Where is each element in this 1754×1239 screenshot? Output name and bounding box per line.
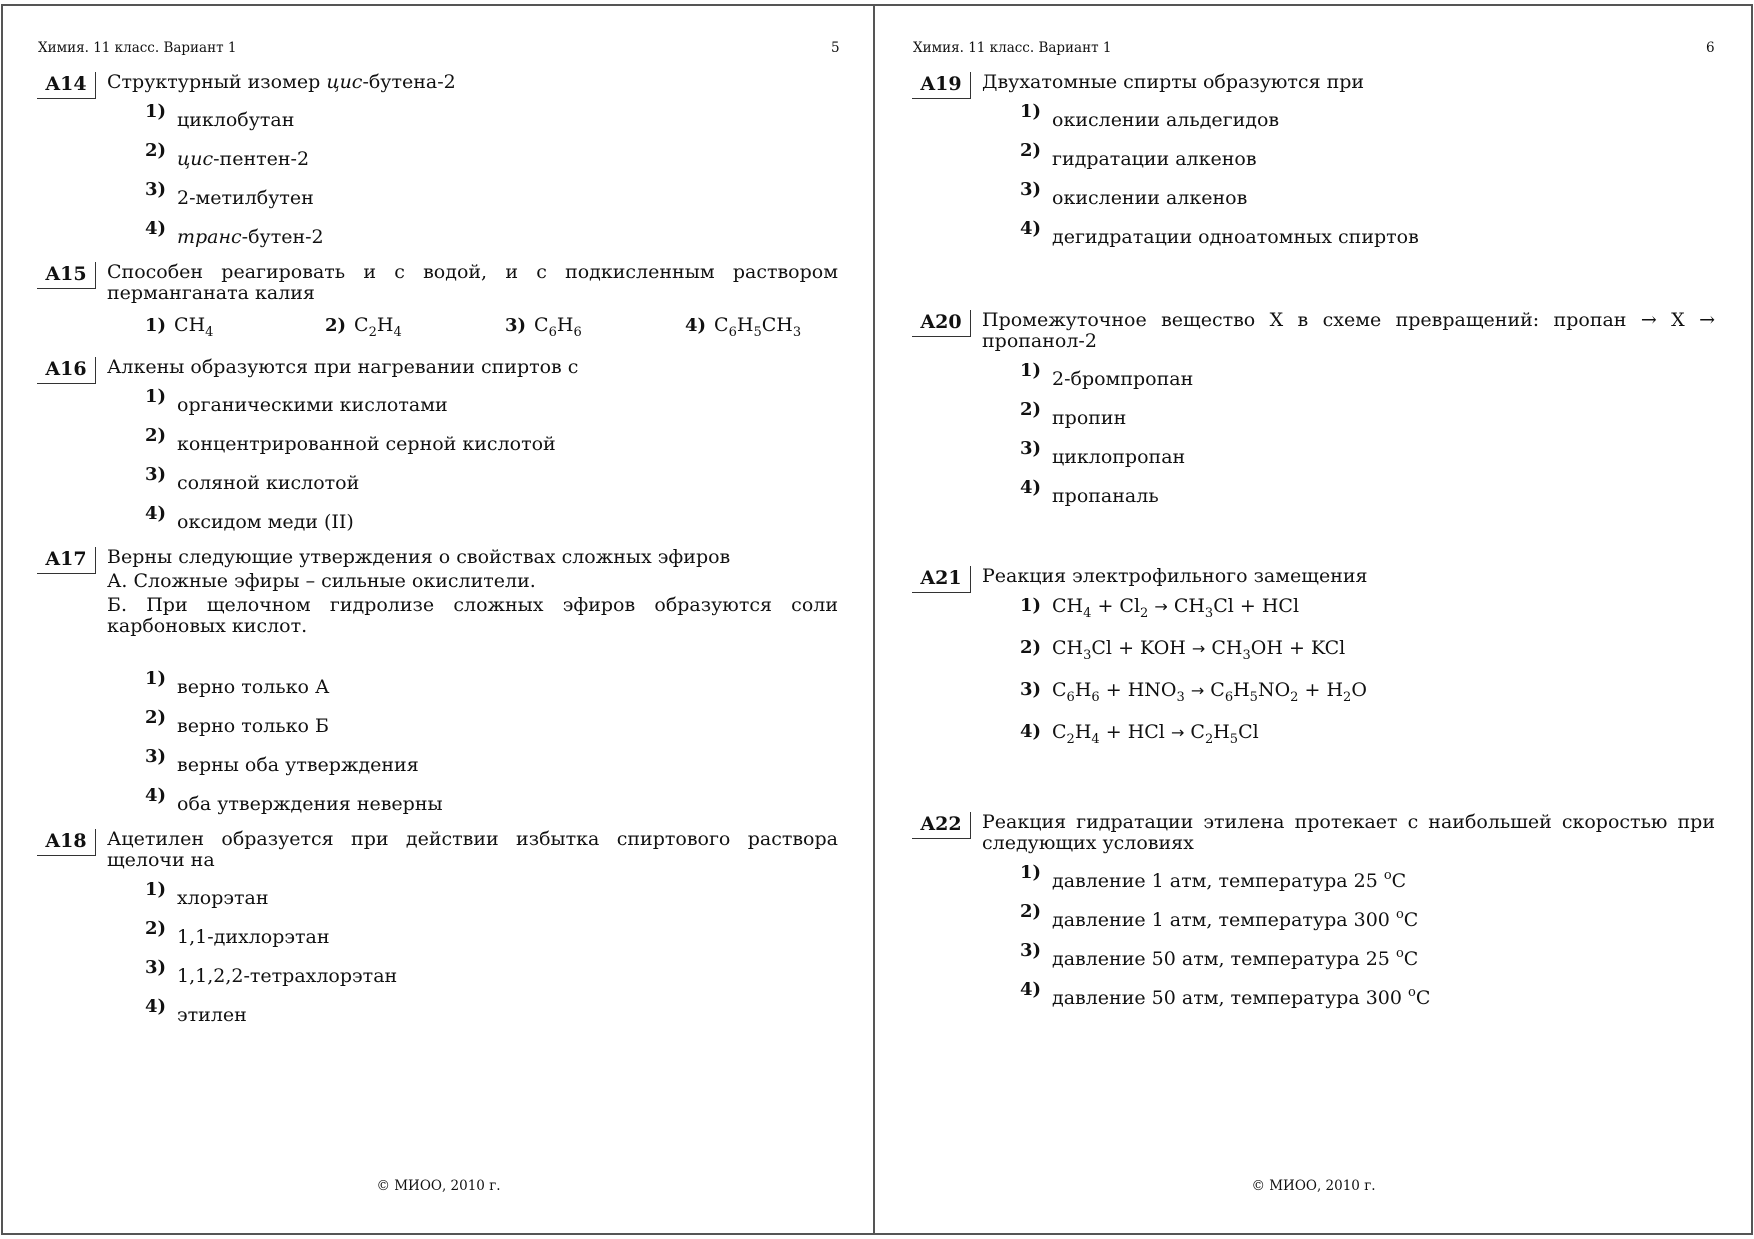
answer-options bbox=[145, 875, 838, 1031]
running-header: Химия. 11 класс. Вариант 1 bbox=[913, 40, 1112, 56]
question-label: A14 bbox=[37, 72, 96, 99]
question-label: A20 bbox=[912, 310, 971, 337]
answer-option[interactable]: 4) $C_6H_5CH_3$ bbox=[685, 314, 802, 340]
answer-option[interactable]: 1) хлорэтан bbox=[145, 879, 269, 909]
question-label: A16 bbox=[37, 357, 96, 384]
page-number: 5 bbox=[831, 40, 840, 56]
question-text: Ацетилен образуется при действии избытка спиртового раствора щелочи на bbox=[107, 828, 838, 871]
answer-option[interactable]: 1) циклобутан bbox=[145, 101, 295, 131]
question-a16 bbox=[37, 357, 838, 538]
page-number: 6 bbox=[1706, 40, 1715, 56]
question-label: A17 bbox=[37, 547, 96, 574]
answer-option[interactable]: 4) давление 50 атм, температура 300 $^o$C bbox=[1020, 979, 1431, 1009]
answer-option[interactable]: 1) давление 1 атм, температура 25 $^o$C bbox=[1020, 862, 1407, 892]
answer-option[interactable]: 2) концентрированной серной кислотой bbox=[145, 425, 556, 455]
answer-option[interactable]: 2) верно только Б bbox=[145, 707, 329, 737]
footer: © МИОО, 2010 г. bbox=[1251, 1178, 1376, 1194]
answer-option[interactable]: 4) $C_2H_4$ + HCl → $C_2H_5Cl$ bbox=[1020, 721, 1259, 747]
answer-option[interactable]: 2) 1,1-дихлорэтан bbox=[145, 918, 330, 948]
question-a19 bbox=[912, 72, 1715, 253]
answer-option[interactable]: 4) этилен bbox=[145, 996, 247, 1026]
question-a15 bbox=[37, 262, 838, 340]
answer-option[interactable]: 3) 1,1,2,2-тетрахлорэтан bbox=[145, 957, 398, 987]
answer-option[interactable]: 2) давление 1 атм, температура 300 $^o$C bbox=[1020, 901, 1419, 931]
answer-option[interactable]: 1) окислении альдегидов bbox=[1020, 101, 1280, 131]
answer-option[interactable]: 2) $C_2H_4$ bbox=[325, 314, 402, 340]
answer-options bbox=[145, 382, 838, 538]
answer-option[interactable]: 2) $CH_3Cl$ + KOH → $CH_3OH$ + KCl bbox=[1020, 637, 1346, 663]
answer-option[interactable]: 4) дегидратации одноатомных спиртов bbox=[1020, 218, 1419, 248]
answer-option[interactable]: 4) оба утверждения неверны bbox=[145, 785, 443, 815]
question-label: A21 bbox=[912, 566, 971, 593]
answer-option[interactable]: 2) пропин bbox=[1020, 399, 1127, 429]
question-a20 bbox=[912, 310, 1715, 512]
question-text: Способен реагировать и с водой, и с подкисленным раствором перманганата калия bbox=[107, 261, 838, 304]
answer-options bbox=[145, 310, 838, 340]
answer-options bbox=[145, 664, 838, 820]
answer-option[interactable]: 1) верно только А bbox=[145, 668, 330, 698]
answer-option[interactable]: 4) транс-бутен-2 bbox=[145, 218, 324, 248]
answer-option[interactable]: 1) $CH_4 + Cl_2 \to CH_3Cl$ + HCl bbox=[1020, 595, 1300, 621]
answer-option[interactable]: 3) верны оба утверждения bbox=[145, 746, 419, 776]
question-label: A18 bbox=[37, 829, 96, 856]
question-label: A15 bbox=[37, 262, 96, 289]
page-5 bbox=[2, 6, 875, 1233]
question-text: Верны следующие утверждения о свойствах сложных эфиров А. Сложные эфиры – сильные окислители. Б. При щелочном гидролизе сложных эфиров образуются соли карбоновых кислот. bbox=[107, 546, 838, 637]
answer-option[interactable]: 2) цис-пентен-2 bbox=[145, 140, 310, 170]
question-a18 bbox=[37, 829, 838, 1031]
question-label: A19 bbox=[912, 72, 971, 99]
question-text: Двухатомные спирты образуются при bbox=[982, 71, 1365, 93]
question-a17 bbox=[37, 547, 838, 820]
answer-option[interactable]: 2) гидратации алкенов bbox=[1020, 140, 1257, 170]
question-a22 bbox=[912, 812, 1715, 1014]
answer-option[interactable]: 4) оксидом меди (II) bbox=[145, 503, 354, 533]
question-a21 bbox=[912, 566, 1715, 757]
answer-options bbox=[145, 97, 838, 253]
question-text: Алкены образуются при нагревании спиртов с bbox=[107, 356, 579, 378]
question-text: Промежуточное вещество X в схеме превращений: пропан → X → пропанол-2 bbox=[982, 309, 1715, 352]
answer-option[interactable]: 4) пропаналь bbox=[1020, 477, 1159, 507]
answer-option[interactable]: 1) 2-бромпропан bbox=[1020, 360, 1194, 390]
question-a14 bbox=[37, 72, 838, 253]
running-header: Химия. 11 класс. Вариант 1 bbox=[38, 40, 237, 56]
answer-option[interactable]: 3) $C_6H_6 + HNO_3 \to C_6H_5NO_2 + H_2O$ bbox=[1020, 679, 1367, 705]
answer-options bbox=[1020, 589, 1715, 757]
question-text: Реакция электрофильного замещения bbox=[982, 565, 1368, 587]
answer-option[interactable]: 3) соляной кислотой bbox=[145, 464, 360, 494]
answer-option[interactable]: 1) органическими кислотами bbox=[145, 386, 448, 416]
footer: © МИОО, 2010 г. bbox=[376, 1178, 501, 1194]
answer-option[interactable]: 3) 2-метилбутен bbox=[145, 179, 314, 209]
answer-option[interactable]: 3) циклопропан bbox=[1020, 438, 1186, 468]
answer-option[interactable]: 3) $C_6H_6$ bbox=[505, 314, 582, 340]
page-6 bbox=[877, 6, 1750, 1233]
question-text: Структурный изомер цис-бутена-2 bbox=[107, 71, 456, 93]
answer-options bbox=[1020, 858, 1715, 1014]
question-label: A22 bbox=[912, 812, 971, 839]
answer-options bbox=[1020, 356, 1715, 512]
question-text: Реакция гидратации этилена протекает с наибольшей скоростью при следующих условиях bbox=[982, 811, 1715, 854]
answer-option[interactable]: 1) $CH_4$ bbox=[145, 314, 214, 340]
answer-options bbox=[1020, 97, 1715, 253]
answer-option[interactable]: 3) окислении алкенов bbox=[1020, 179, 1248, 209]
answer-option[interactable]: 3) давление 50 атм, температура 25 $^o$C bbox=[1020, 940, 1419, 970]
